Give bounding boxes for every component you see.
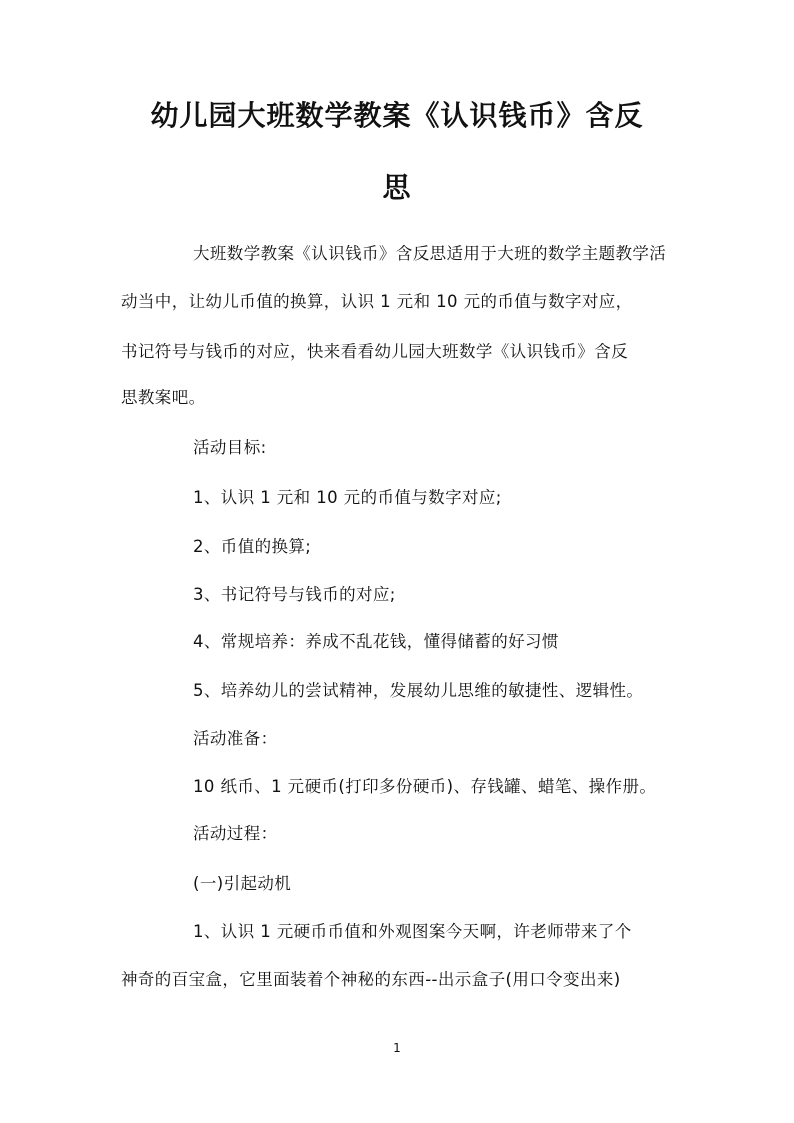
goal-item-3: 3、书记符号与钱币的对应; [193, 585, 396, 604]
step-one-line-2: 神奇的百宝盒，它里面装着个神秘的东西--出示盒子(用口令变出来) [121, 970, 621, 989]
prep-text: 10 纸币、1 元硬币(打印多份硬币)、存钱罐、蜡笔、操作册。 [193, 777, 657, 796]
intro-line-1: 大班数学教案《认识钱币》含反思适用于大班的数学主题教学活 [193, 244, 667, 263]
goal-item-5: 5、培养幼儿的尝试精神，发展幼儿思维的敏捷性、逻辑性。 [193, 681, 644, 700]
prep-heading: 活动准备： [193, 729, 278, 748]
goal-item-4: 4、常规培养：养成不乱花钱，懂得储蓄的好习惯 [193, 632, 559, 651]
document-title-line-2: 思 [382, 171, 412, 204]
intro-line-3: 书记符号与钱币的对应，快来看看幼儿园大班数学《认识钱币》含反 [121, 342, 628, 361]
section-one-heading: (一)引起动机 [193, 874, 292, 893]
intro-line-2: 动当中，让幼儿币值的换算，认识 1 元和 10 元的币值与数字对应， [121, 292, 633, 311]
goal-item-1: 1、认识 1 元和 10 元的币值与数字对应; [193, 488, 502, 507]
process-heading: 活动过程： [193, 824, 278, 843]
document-title-line-1: 幼儿园大班数学教案《认识钱币》含反 [150, 99, 644, 132]
step-one-line-1: 1、认识 1 元硬币币值和外观图案今天啊，许老师带来了个 [193, 922, 632, 941]
page-number: 1 [393, 1041, 401, 1055]
intro-line-4: 思教案吧。 [121, 388, 206, 407]
goals-heading: 活动目标: [193, 438, 267, 457]
goal-item-2: 2、币值的换算; [193, 537, 312, 556]
